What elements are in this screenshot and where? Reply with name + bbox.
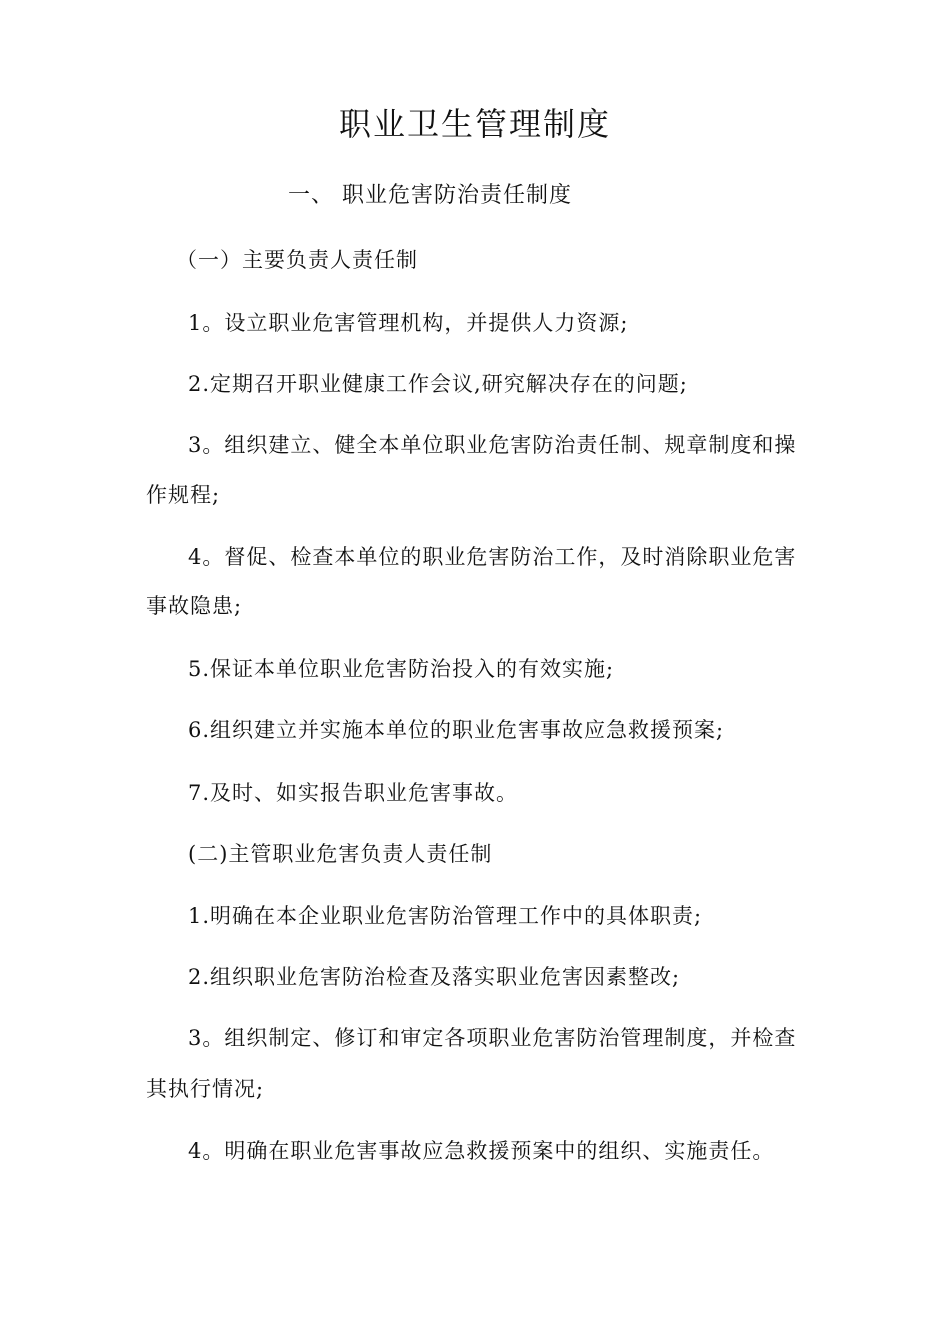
list-item: 1.明确在本企业职业危害防治管理工作中的具体职责;: [188, 904, 703, 928]
list-item: 5.保证本单位职业危害防治投入的有效实施;: [188, 657, 615, 681]
list-item: 7.及时、如实报告职业危害事故。: [188, 781, 519, 805]
list-item-continuation: 作规程;: [146, 483, 221, 507]
list-item: 4。明确在职业危害事故应急救援预案中的组织、实施责任。: [188, 1139, 775, 1163]
list-item-continuation: 其执行情况;: [146, 1077, 265, 1101]
list-item: 3。组织建立、健全本单位职业危害防治责任制、规章制度和操: [188, 433, 797, 457]
list-item: 4。督促、检查本单位的职业危害防治工作，及时消除职业危害: [188, 545, 797, 569]
list-item: 2.组织职业危害防治检查及落实职业危害因素整改;: [188, 965, 681, 989]
list-item: 1。设立职业危害管理机构，并提供人力资源;: [188, 311, 629, 335]
subsection-heading: （一）主要负责人责任制: [176, 248, 418, 272]
list-item: 6.组织建立并实施本单位的职业危害事故应急救援预案;: [188, 718, 725, 742]
list-item-continuation: 事故隐患;: [146, 594, 243, 618]
subsection-heading: (二)主管职业危害负责人责任制: [188, 842, 493, 866]
section-heading: 一、 职业危害防治责任制度: [288, 183, 572, 208]
document-title: 职业卫生管理制度: [338, 105, 611, 143]
list-item: 2.定期召开职业健康工作会议,研究解决存在的问题;: [188, 372, 688, 396]
list-item: 3。组织制定、修订和审定各项职业危害防治管理制度，并检查: [188, 1026, 797, 1050]
